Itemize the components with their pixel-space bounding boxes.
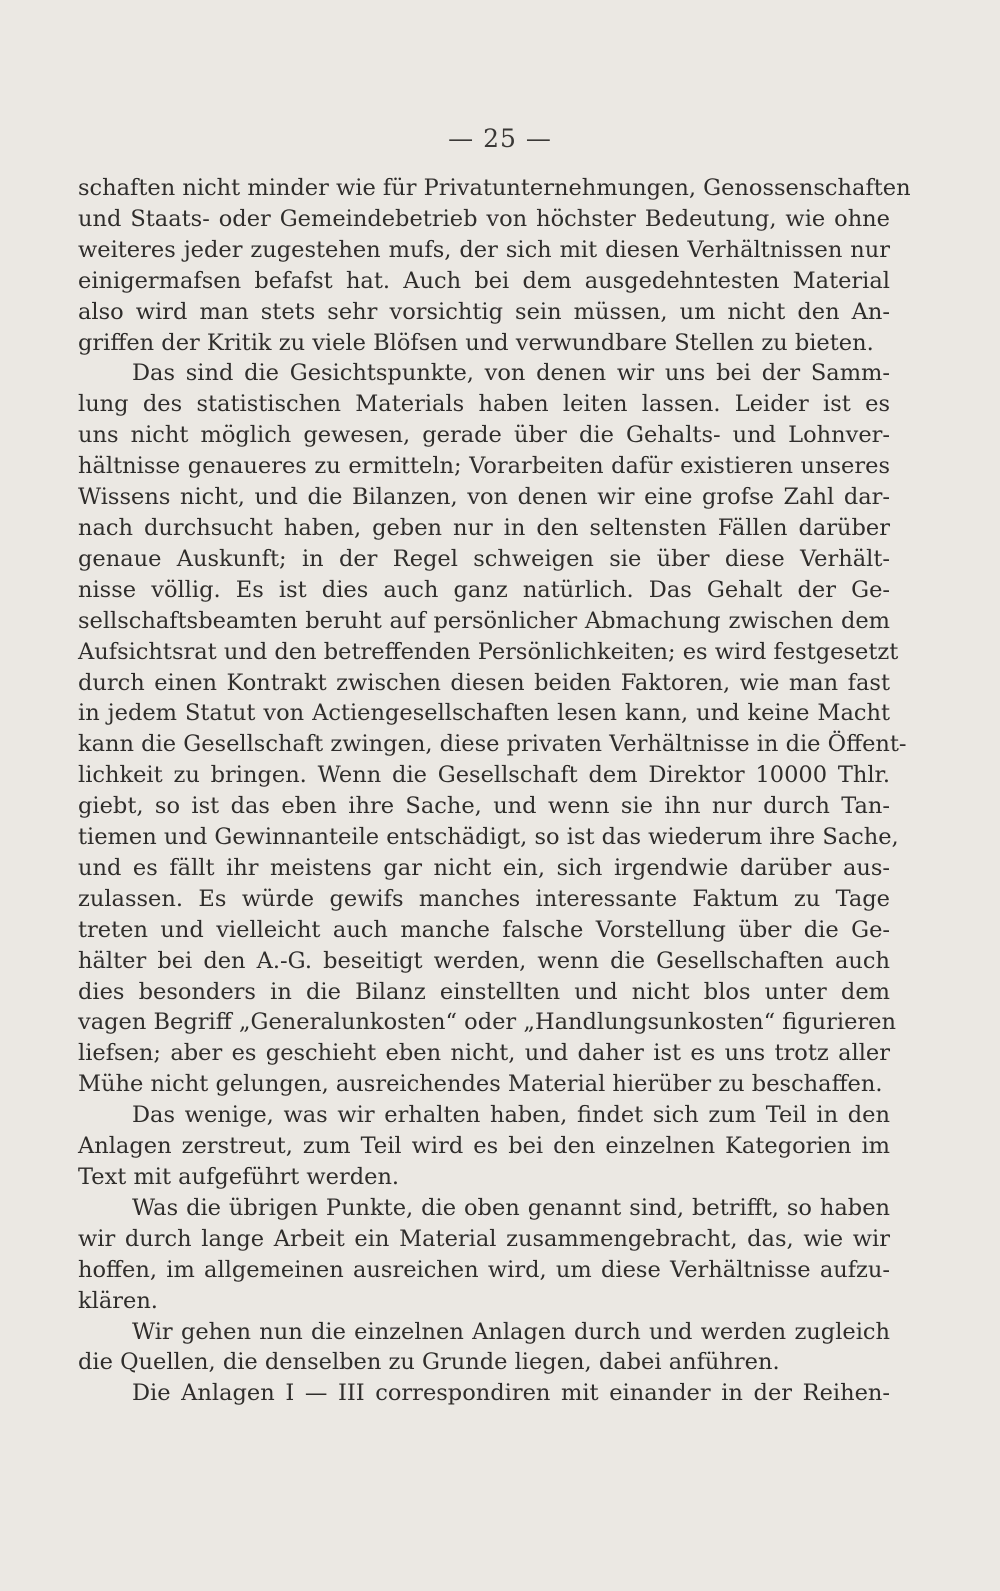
text-line: Mühe nicht gelungen, ausreichendes Material hierüber zu beschaffen. <box>78 1071 883 1098</box>
text-line: Das wenige, was wir erhalten haben, findet sich zum Teil in den <box>132 1102 890 1129</box>
text-line: lichkeit zu bringen. Wenn die Gesellschaft dem Direktor 10000 Thlr. <box>78 762 890 789</box>
text-line: uns nicht möglich gewesen, gerade über die Gehalts- und Lohnver- <box>78 422 890 449</box>
text-line: tiemen und Gewinnanteile entschädigt, so ist das wiederum ihre Sache, <box>78 824 899 851</box>
text-line: griffen der Kritik zu viele Blöfsen und verwundbare Stellen zu bieten. <box>78 329 874 356</box>
text-line: weiteres jeder zugestehen mufs, der sich mit diesen Verhältnissen nur <box>78 236 890 263</box>
text-line: hälter bei den A.-G. beseitigt werden, wenn die Gesellschaften auch <box>78 947 890 974</box>
page-number: — 25 — <box>448 124 552 153</box>
text-line: lung des statistischen Materials haben leiten lassen. Leider ist es <box>78 391 890 418</box>
text-line: liefsen; aber es geschieht eben nicht, und daher ist es uns trotz aller <box>78 1040 890 1067</box>
text-line: die Quellen, die denselben zu Grunde liegen, dabei anführen. <box>78 1349 780 1376</box>
text-line: nisse völlig. Es ist dies auch ganz natürlich. Das Gehalt der Ge- <box>78 576 890 603</box>
text-line: giebt, so ist das eben ihre Sache, und wenn sie ihn nur durch Tan- <box>78 793 890 820</box>
text-line: Die Anlagen I — III correspondiren mit einander in der Reihen- <box>132 1380 890 1407</box>
body-text <box>78 173 911 1409</box>
text-line: genaue Auskunft; in der Regel schweigen sie über diese Verhält- <box>78 545 890 572</box>
text-line: sellschaftsbeamten beruht auf persönlicher Abmachung zwischen dem <box>78 607 890 634</box>
text-line: klären. <box>78 1287 158 1314</box>
text-line: hoffen, im allgemeinen ausreichen wird, um diese Verhältnisse aufzu- <box>78 1256 890 1283</box>
text-line: treten und vielleicht auch manche falsche Vorstellung über die Ge- <box>78 916 890 943</box>
text-line: vagen Begriff „Generalunkosten“ oder „Handlungsunkosten“ figurieren <box>78 1009 896 1036</box>
text-line: Anlagen zerstreut, zum Teil wird es bei den einzelnen Kategorien im <box>78 1133 890 1160</box>
text-line: Text mit aufgeführt werden. <box>78 1164 400 1190</box>
text-line: hältnisse genaueres zu ermitteln; Vorarbeiten dafür existieren unseres <box>78 453 890 480</box>
text-line: Wissens nicht, und die Bilanzen, von denen wir eine grofse Zahl dar- <box>78 484 890 511</box>
text-line: nach durchsucht haben, geben nur in den seltensten Fällen darüber <box>78 514 890 541</box>
text-line: schaften nicht minder wie für Privatunternehmungen, Genossenschaften <box>78 175 911 201</box>
text-line: kann die Gesellschaft zwingen, diese privaten Verhältnisse in die Öffent- <box>78 731 907 758</box>
text-line: durch einen Kontrakt zwischen diesen beiden Faktoren, wie man fast <box>78 669 890 696</box>
text-line: zulassen. Es würde gewifs manches interessante Faktum zu Tage <box>78 885 890 912</box>
text-line: Aufsichtsrat und den betreffenden Persönlichkeiten; es wird festgesetzt <box>78 638 899 665</box>
text-line: dies besonders in die Bilanz einstellten und nicht blos unter dem <box>78 978 890 1005</box>
text-line: wir durch lange Arbeit ein Material zusammengebracht, das, wie wir <box>78 1225 890 1252</box>
text-line: Das sind die Gesichtspunkte, von denen wir uns bei der Samm- <box>132 360 890 387</box>
text-line: also wird man stets sehr vorsichtig sein müssen, um nicht den An- <box>78 298 890 325</box>
text-line: einigermafsen befafst hat. Auch bei dem ausgedehntesten Material <box>78 267 890 294</box>
text-line: in jedem Statut von Actiengesellschaften lesen kann, und keine Macht <box>78 700 890 727</box>
text-line: und es fällt ihr meistens gar nicht ein, sich irgendwie darüber aus- <box>78 854 890 881</box>
text-line: Was die übrigen Punkte, die oben genannt sind, betrifft, so haben <box>132 1194 890 1221</box>
text-line: Wir gehen nun die einzelnen Anlagen durch und werden zugleich <box>132 1318 890 1345</box>
text-line: und Staats- oder Gemeindebetrieb von höchster Bedeutung, wie ohne <box>78 205 890 232</box>
